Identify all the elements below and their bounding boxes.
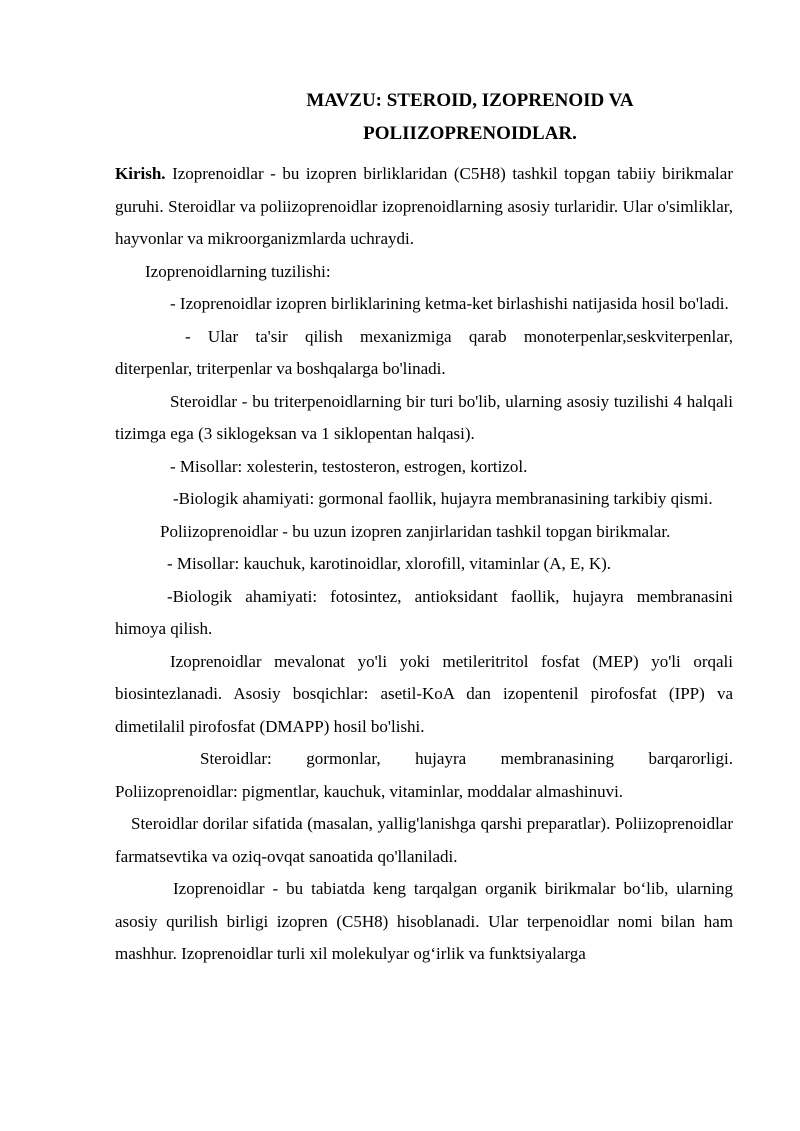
document-page — [115, 84, 733, 971]
title-line-2: POLIIZOPRENOIDLAR. — [363, 123, 577, 144]
steroid-examples: - Misollar: xolesterin, testosteron, estrogen, kortizol. — [170, 456, 528, 476]
intro-label: Kirish. — [115, 164, 166, 183]
structure-point-1: - Izoprenoidlar izopren birliklarining ketma-ket birlashishi natijasida hosil bo'ladi. — [170, 294, 729, 313]
steroids-paragraph: Steroidlar - bu triterpenoidlarning bir turi bo'lib, ularning asosiy tuzilishi 4 halqali tizimga ega (3 siklogeksan va 1 siklopentan halqasi). — [115, 391, 733, 443]
structure-point-2: - Ular ta'sir qilish mexanizmiga qarab monoterpenlar,seskviterpenlar, diterpenlar, triterpenlar va boshqalarga bo'linadi. — [115, 326, 733, 378]
document-title — [115, 84, 733, 150]
closing-paragraph: Izoprenoidlar - bu tabiatda keng tarqalgan organik birikmalar bo‘lib, ularning asosiy qurilish birligi izopren (C5H8) hisoblanadi. Ular terpenoidlar nomi bilan ham mashhur. Izoprenoidlar turli xil molekulyar og‘irlik va funktsiyalarga — [115, 879, 733, 963]
polyisoprenoid-biology: -Biologik ahamiyati: fotosintez, antioksidant faollik, hujayra membranasini himoya qilish. — [115, 586, 733, 638]
polyisoprenoid-examples: - Misollar: kauchuk, karotinoidlar, xlorofill, vitaminlar (A, E, K). — [167, 554, 612, 573]
intro-text: Izoprenoidlar - bu izopren birliklaridan (C5H8) tashkil topgan tabiiy birikmalar guruhi. Steroidlar va poliizoprenoidlar izoprenoidlarning asosiy turlaridir. Ular o'simliklar, hayvonlar va mikroorganizmlarda uchraydi. — [115, 164, 733, 248]
intro-paragraph — [115, 158, 733, 256]
usage-paragraph: Steroidlar dorilar sifatida (masalan, yallig'lanishga qarshi preparatlar). Poliizoprenoidlar farmatsevtika va oziq-ovqat sanoatida qo'llaniladi. — [115, 814, 733, 866]
structure-heading: Izoprenoidlarning tuzilishi: — [145, 261, 331, 281]
polyisoprenoids-paragraph: Poliizoprenoidlar - bu uzun izopren zanjirlaridan tashkil topgan birikmalar. — [160, 521, 671, 541]
biosynthesis-paragraph: Izoprenoidlar mevalonat yo'li yoki metileritritol fosfat (MEP) yo'li orqali biosintezlanadi. Asosiy bosqichlar: asetil-KoA dan izopentenil pirofosfat (IPP) va dimetilalil pirofosfat (DMAPP) hosil bo'lishi. — [115, 651, 733, 736]
steroid-biology: -Biologik ahamiyati: gormonal faollik, hujayra membranasining tarkibiy qismi. — [173, 489, 713, 508]
title-line-1: MAVZU: STEROID, IZOPRENOID VA — [306, 90, 634, 111]
functions-paragraph: Steroidlar: gormonlar, hujayra membranasining barqarorligi. Poliizoprenoidlar: pigmentlar, kauchuk, vitaminlar, moddalar almashinuvi. — [115, 749, 733, 801]
